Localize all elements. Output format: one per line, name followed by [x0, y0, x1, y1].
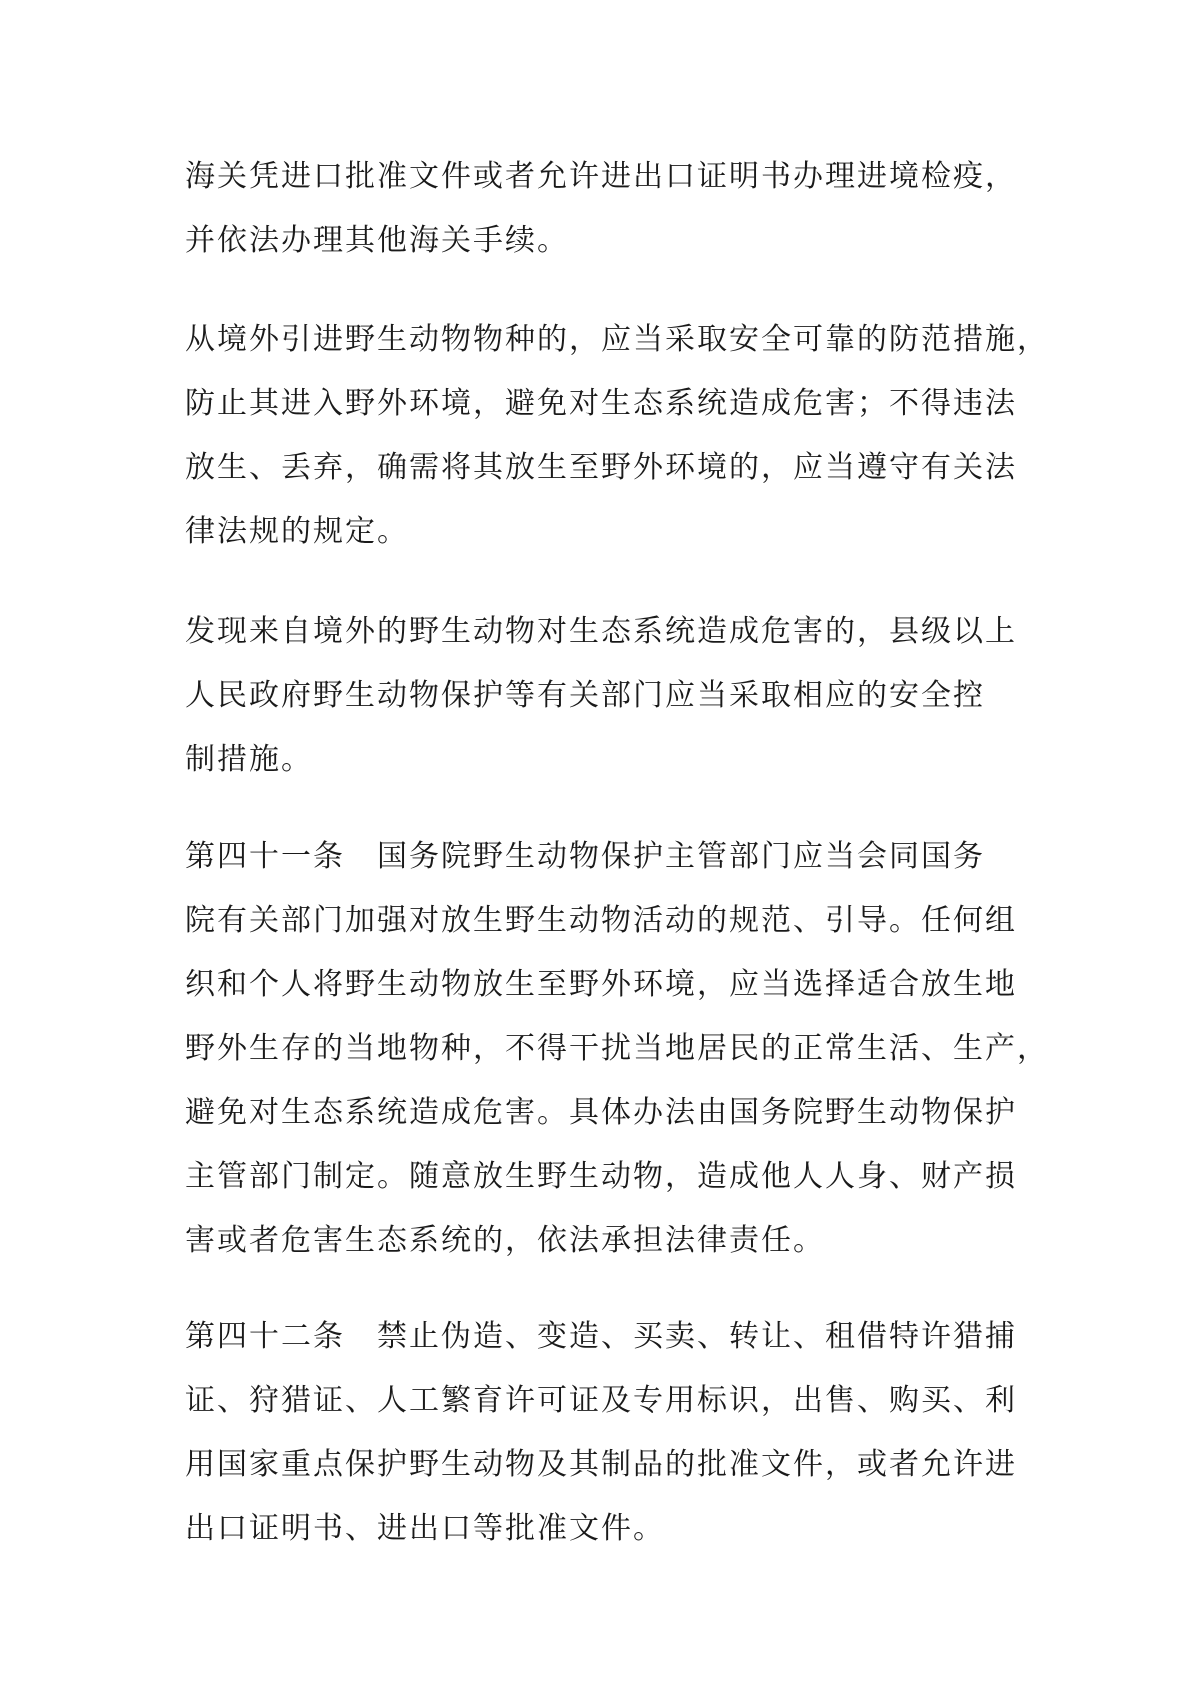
text-line: 放生、丢弃，确需将其放生至野外环境的，应当遵守有关法: [185, 450, 1017, 485]
paragraph-ecological-harm: [185, 600, 1025, 792]
text-line: 防止其进入野外环境，避免对生态系统造成危害；不得违法: [185, 386, 1017, 421]
paragraph-species-introduction: [185, 308, 1049, 564]
text-line: 海关凭进口批准文件或者允许进出口证明书办理进境检疫，: [185, 159, 1017, 194]
text-line: 主管部门制定。随意放生野生动物，造成他人人身、财产损: [185, 1159, 1017, 1194]
text-line: 人民政府野生动物保护等有关部门应当采取相应的安全控: [185, 678, 985, 713]
text-line: 第四十一条 国务院野生动物保护主管部门应当会同国务: [185, 839, 985, 874]
text-line: 制措施。: [185, 742, 313, 777]
text-line: 发现来自境外的野生动物对生态系统造成危害的，县级以上: [185, 614, 1017, 649]
text-line: 律法规的规定。: [185, 514, 409, 549]
text-line: 并依法办理其他海关手续。: [185, 223, 569, 258]
text-line: 野外生存的当地物种，不得干扰当地居民的正常生活、生产，: [185, 1031, 1049, 1066]
text-line: 害或者危害生态系统的，依法承担法律责任。: [185, 1223, 825, 1258]
paragraph-article-42: [185, 1305, 1025, 1561]
text-line: 从境外引进野生动物物种的，应当采取安全可靠的防范措施，: [185, 322, 1049, 357]
text-line: 院有关部门加强对放生野生动物活动的规范、引导。任何组: [185, 903, 1017, 938]
text-line: 出口证明书、进出口等批准文件。: [185, 1511, 665, 1546]
paragraph-customs-quarantine: [185, 145, 1025, 273]
text-line: 避免对生态系统造成危害。具体办法由国务院野生动物保护: [185, 1095, 1017, 1130]
text-line: 用国家重点保护野生动物及其制品的批准文件，或者允许进: [185, 1447, 1017, 1482]
paragraph-article-41: [185, 825, 1049, 1273]
text-line: 第四十二条 禁止伪造、变造、买卖、转让、租借特许猎捕: [185, 1319, 1017, 1354]
text-line: 织和个人将野生动物放生至野外环境，应当选择适合放生地: [185, 967, 1017, 1002]
text-line: 证、狩猎证、人工繁育许可证及专用标识，出售、购买、利: [185, 1383, 1017, 1418]
